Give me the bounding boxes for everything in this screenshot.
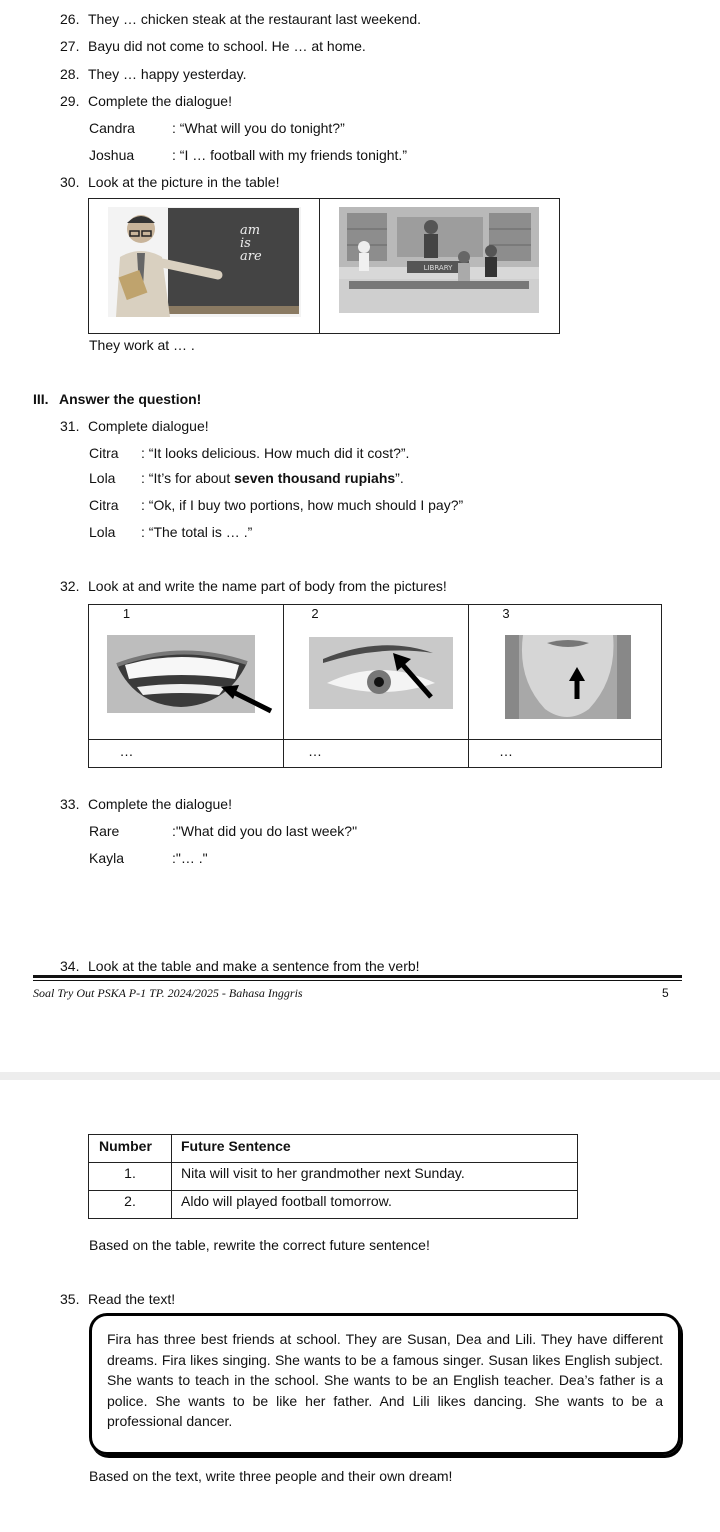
question-text: They … happy yesterday. — [88, 66, 247, 82]
footer-rule — [33, 980, 682, 981]
dialogue-line: : “The total is … .” — [141, 524, 253, 540]
dialogue-line: :"What did you do last week?" — [172, 823, 358, 839]
footer-text: Soal Try Out PSKA P-1 TP. 2024/2025 - Bahasa Inggris — [33, 986, 303, 1000]
chin-arrow-icon — [567, 667, 587, 701]
dialogue-line — [141, 469, 404, 487]
instruction-text: Based on the text, write three people and their own dream! — [89, 1468, 453, 1484]
question-text: Bayu did not come to school. He … at home. — [88, 38, 366, 54]
dialogue-speaker: Rare — [89, 823, 120, 839]
column-number: 2 — [311, 606, 319, 621]
picture-table — [88, 198, 560, 334]
question-33 — [60, 795, 232, 813]
table-header: Number — [99, 1138, 152, 1154]
future-sentence-table — [88, 1134, 578, 1219]
question-26 — [60, 10, 421, 28]
library-picture — [339, 207, 539, 313]
answer-blank[interactable]: … — [308, 743, 322, 759]
table-cell: 1. — [124, 1165, 136, 1181]
dialogue-line: : “What will you do tonight?” — [172, 120, 345, 136]
page-number: 5 — [662, 986, 669, 1000]
question-text: Complete the dialogue! — [88, 93, 232, 109]
table-divider — [89, 739, 661, 740]
answer-blank[interactable]: … — [119, 743, 134, 759]
dialogue-speaker: Joshua — [89, 147, 135, 163]
dialogue-line: : “Ok, if I buy two portions, how much should I pay?” — [141, 497, 464, 513]
reading-passage-box — [89, 1313, 681, 1455]
question-35 — [60, 1290, 175, 1308]
dialogue-line: : “It looks delicious. How much did it cost?”. — [141, 445, 410, 461]
question-number: 29. — [60, 93, 80, 109]
dialogue-speaker: Citra — [89, 445, 119, 461]
question-number: 32. — [60, 578, 80, 594]
question-number: 33. — [60, 796, 80, 812]
eyebrow-arrow-icon — [389, 651, 439, 703]
dialogue-speaker: Citra — [89, 497, 119, 513]
column-number: 1 — [122, 606, 131, 621]
dialogue-text-end: ”. — [395, 470, 404, 486]
column-number: 3 — [502, 606, 510, 621]
question-number: 26. — [60, 11, 80, 27]
dialogue-speaker: Kayla — [89, 850, 125, 866]
question-text: Complete dialogue! — [88, 418, 209, 434]
table-cell: 2. — [124, 1193, 136, 1209]
question-text: They … chicken steak at the restaurant last weekend. — [88, 11, 422, 27]
answer-blank[interactable]: … — [499, 743, 513, 759]
question-30 — [60, 173, 279, 191]
dialogue-speaker: Lola — [89, 524, 116, 540]
question-34 — [60, 957, 420, 975]
question-32 — [60, 577, 447, 595]
question-27 — [60, 37, 366, 55]
question-number: 30. — [60, 174, 80, 190]
teacher-picture — [108, 207, 301, 317]
table-divider — [319, 199, 320, 333]
dialogue-speaker: Lola — [89, 470, 116, 486]
dialogue-speaker: Candra — [89, 120, 135, 136]
table-divider — [171, 1135, 172, 1218]
question-text: Read the text! — [88, 1291, 176, 1307]
dialogue-line: :"… ." — [172, 850, 208, 866]
question-text: Look at and write the name part of body from the pictures! — [88, 578, 447, 594]
reading-passage: Fira has three best friends at school. They are Susan, Dea and Lili. They have different dreams. Fira likes singing. She wants to be a famous singer. Susan likes English subject. She wants to teach in the school. She wants to be an English teacher. Dea’s father is a police. She wants to be like her father. And Lili likes dancing. She wants to be a professional dancer. — [107, 1331, 663, 1429]
table-header: Future Sentence — [181, 1138, 291, 1154]
question-28 — [60, 65, 246, 83]
section-numeral: III. — [33, 391, 49, 407]
table-divider — [89, 1162, 577, 1163]
question-text: Look at the picture in the table! — [88, 174, 280, 190]
instruction-text: Based on the table, rewrite the correct future sentence! — [89, 1237, 430, 1253]
section-title: Answer the question! — [59, 391, 202, 407]
dialogue-text-start: : “It’s for about — [141, 470, 235, 486]
body-parts-table — [88, 604, 662, 768]
question-text: Complete the dialogue! — [88, 796, 232, 812]
teeth-arrow-icon — [219, 683, 279, 717]
question-number: 31. — [60, 418, 80, 434]
table-divider — [89, 1190, 577, 1191]
question-number: 28. — [60, 66, 80, 82]
dialogue-line: : “I … football with my friends tonight.” — [172, 147, 407, 163]
board-word-is: is — [240, 236, 251, 251]
question-text: Look at the table and make a sentence from the verb! — [88, 958, 420, 974]
table-cell: Nita will visit to her grandmother next Sunday. — [181, 1165, 465, 1181]
board-word-are: are — [240, 249, 262, 264]
page-separator — [0, 1072, 720, 1080]
question-number: 27. — [60, 38, 80, 54]
question-number: 34. — [60, 958, 80, 974]
dialogue-price-bold: seven thousand rupiahs — [234, 470, 396, 486]
question-29 — [60, 92, 232, 110]
question-31 — [60, 417, 209, 435]
library-sign: LIBRARY — [423, 264, 453, 272]
question-number: 35. — [60, 1291, 80, 1307]
board-word-am: am — [240, 223, 261, 238]
picture-caption: They work at … . — [89, 337, 195, 353]
section-heading — [33, 390, 201, 408]
footer-rule — [33, 975, 682, 978]
table-cell: Aldo will played football tomorrow. — [181, 1193, 392, 1209]
